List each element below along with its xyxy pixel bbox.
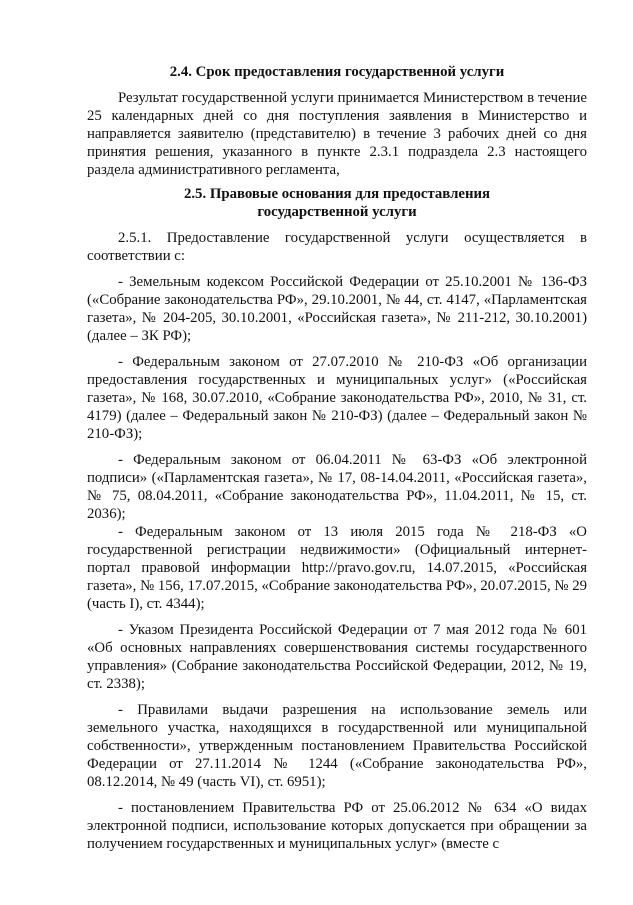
section-2-4-paragraph: Результат государственной услуги принимается Министерством в течение 25 календарных дней со дня поступления заявления в Министерство и направляется заявителю (представителю) в течение 3 рабочих дней со дня принятия решения, указанного в пункте 2.3.1 подраздела 2.3 настоящего раздела административного регламента, bbox=[87, 90, 587, 178]
legal-basis-item: - Правилами выдачи разрешения на использование земель или земельного участка, находящихся в государственной или муниципальной собственности», утвержденным постановлением Правительства Российской Федерации от 27.11.2014 № 1244 («Собрание законодательства РФ», 08.12.2014, № 49 (часть VI), ст. 6951); bbox=[87, 702, 587, 790]
section-2-5-intro: 2.5.1. Предоставление государственной услуги осуществляется в соответствии с: bbox=[87, 230, 587, 264]
legal-basis-item: - постановлением Правительства РФ от 25.06.2012 № 634 «О видах электронной подписи, использование которых допускается при обращении за получением государственных и муниципальных услуг» (вместе с bbox=[87, 800, 587, 852]
legal-basis-item: - Федеральным законом от 27.07.2010 № 210-ФЗ «Об организации предоставления государственных и муниципальных услуг» («Российская газета», № 168, 30.07.2010, «Собрание законодательства РФ», 2010, № 31, ст. 4179) (далее – Федеральный закон № 210-ФЗ) (далее – Федеральный закон № 210-ФЗ); bbox=[87, 354, 587, 442]
section-2-5-heading-line2: государственной услуги bbox=[257, 204, 417, 220]
legal-basis-item: - Федеральным законом от 13 июля 2015 года № 218-ФЗ «О государственной регистрации недвижимости» (Официальный интернет-портал правовой информации http://pravo.gov.ru, 14.07.2015, «Российская газета», № 156, 17.07.2015, «Собрание законодательства РФ», 20.07.2015, № 29 (часть I), ст. 4344); bbox=[87, 524, 587, 612]
legal-basis-item: - Федеральным законом от 06.04.2011 № 63-ФЗ «Об электронной подписи» («Парламентская газета», № 17, 08-14.04.2011, «Российская газета», № 75, 08.04.2011, «Собрание законодательства РФ», 11.04.2011, № 15, ст. 2036); bbox=[87, 452, 587, 522]
legal-basis-item: - Земельным кодексом Российской Федерации от 25.10.2001 № 136-ФЗ («Собрание законодательства РФ», 29.10.2001, № 44, ст. 4147, «Парламентская газета», № 204-205, 30.10.2001, «Российская газета», № 211-212, 30.10.2001) (далее – ЗК РФ); bbox=[87, 274, 587, 344]
section-2-5-heading-line1: 2.5. Правовые основания для предоставления bbox=[183, 186, 491, 202]
section-2-4-heading: 2.4. Срок предоставления государственной услуги bbox=[169, 64, 505, 80]
legal-basis-item: - Указом Президента Российской Федерации от 7 мая 2012 года № 601 «Об основных направлениях совершенствования системы государственного управления» (Собрание законодательства Российской Федерации, 2012, № 19, ст. 2338); bbox=[87, 622, 587, 692]
